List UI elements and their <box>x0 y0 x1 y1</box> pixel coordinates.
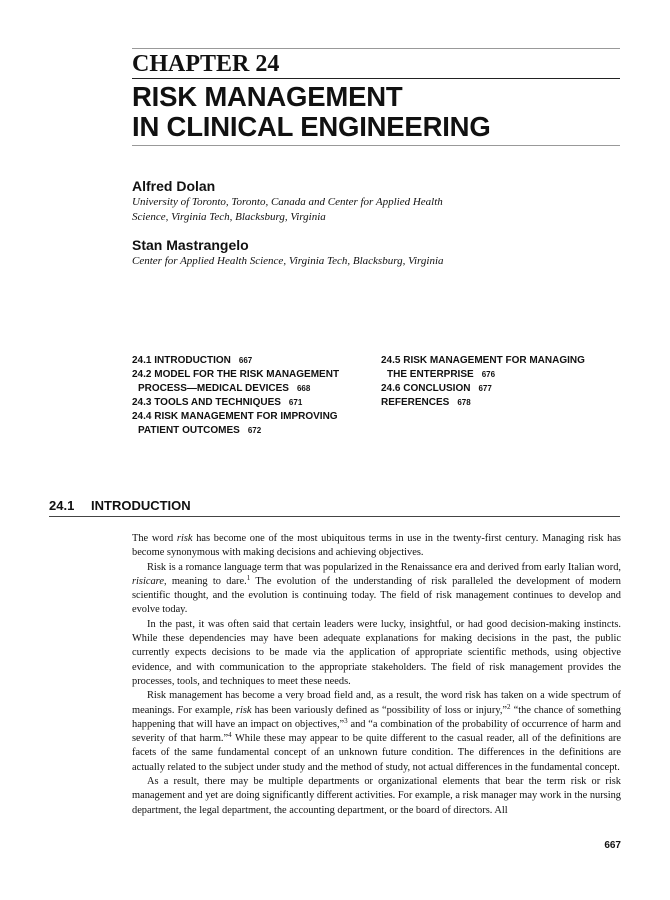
chapter-title-line2: IN CLINICAL ENGINEERING <box>132 111 491 142</box>
section-rule <box>49 516 620 517</box>
toc-entry-label: PATIENT OUTCOMES <box>138 425 240 436</box>
paragraph: As a result, there may be multiple departments or organizational elements that bear the term risk or risk management and yet are doing significantly different activities. For example, a risk manager may work in the nursing department, the legal department, the accounting department, or the board of directors. All <box>132 776 621 816</box>
author-affiliation <box>132 195 443 225</box>
footnote-ref[interactable]: 4 <box>228 731 232 740</box>
page-number: 667 <box>604 840 621 851</box>
top-rule <box>132 48 620 49</box>
toc-entry[interactable] <box>381 354 585 368</box>
toc-entry[interactable] <box>132 424 339 438</box>
paragraph: Risk is a romance language term that was popularized in the Renaissance era and derived from early Italian word, risicare, meaning to dare.$^1$ The evolution of the understanding of risk paralleled the development of modern scientific thought, and the evolution is continuing today. The field of risk management continues to develop and evolve today. <box>132 561 621 616</box>
author-name: Stan Mastrangelo <box>132 237 249 253</box>
footnote-ref[interactable]: 2 <box>507 702 511 711</box>
toc-entry[interactable] <box>132 410 339 424</box>
toc-entry-label: 24.1 INTRODUCTION <box>132 355 231 366</box>
affiliation-line: University of Toronto, Toronto, Canada and Center for Applied Health <box>132 196 443 208</box>
toc-entry[interactable] <box>132 354 339 368</box>
chapter-title-line1: RISK MANAGEMENT <box>132 81 403 112</box>
section-number: 24.1 <box>49 498 75 513</box>
affiliation-line: Science, Virginia Tech, Blacksburg, Virginia <box>132 211 326 223</box>
body-text <box>132 532 621 818</box>
chapter-rule <box>132 78 620 79</box>
paragraph: In the past, it was often said that certain leaders were lucky, insightful, or had good decision-making instincts. While these dependencies may have been adequate explanations for making decisions in the past, the public currently expects decisions to be made via the application of appropriate scientific methods, using objective evidence, and with communication to the appropriate stakeholders. The field of risk management provides the processes, tools, and techniques to meet these needs. <box>132 618 621 687</box>
toc-entry-page: 677 <box>478 384 492 393</box>
section-title: INTRODUCTION <box>91 498 191 513</box>
toc-entry-page: 678 <box>457 398 471 407</box>
toc-entry[interactable] <box>381 396 585 410</box>
toc-entry-page: 668 <box>296 384 311 393</box>
toc-entry-page: 672 <box>247 426 262 435</box>
chapter-title <box>132 82 491 142</box>
title-rule <box>132 145 620 146</box>
toc-right-column <box>381 354 585 410</box>
toc-entry-page: 671 <box>288 398 303 407</box>
toc-entry[interactable] <box>132 396 339 410</box>
toc-entry-label: 24.4 RISK MANAGEMENT FOR IMPROVING <box>132 411 338 422</box>
toc-entry-page: 667 <box>238 356 253 365</box>
toc-entry-label: THE ENTERPRISE <box>387 369 474 380</box>
paragraph: The word risk has become one of the most ubiquitous terms in use in the twenty-first century. Managing risk has become synonymous with making decisions and achieving objectives. <box>132 533 621 559</box>
toc-entry[interactable] <box>132 368 339 382</box>
toc-entry-label: 24.6 CONCLUSION <box>381 383 471 394</box>
footnote-ref[interactable]: 1 <box>246 573 251 582</box>
toc-entry[interactable] <box>381 382 585 396</box>
toc-entry-page: 676 <box>481 370 496 379</box>
toc-entry[interactable] <box>381 368 585 382</box>
toc-left-column <box>132 354 339 438</box>
toc-entry-label: 24.3 TOOLS AND TECHNIQUES <box>132 397 281 408</box>
toc-entry-label: PROCESS—MEDICAL DEVICES <box>138 383 289 394</box>
chapter-number: CHAPTER 24 <box>132 51 280 77</box>
paragraph: Risk management has become a very broad field and, as a result, the word risk has taken on a wide spectrum of meanings. For example, risk has been variously defined as “possibility of loss or injury,”$^2$ “the chance of something happening that will have an impact on objectives,”$^3$ and “a combination of the probability of occurrence of harm and severity of that harm.”$^4$ While these may appear to be quite different to the casual reader, all of the definitions are facets of the same fundamental concept of an unknown future condition. The differences in the definitions are actually related to the subject under study and the method of study, not actual differences in the fundamental concept. <box>132 690 622 773</box>
toc-entry-label: 24.5 RISK MANAGEMENT FOR MANAGING <box>381 355 585 366</box>
footnote-ref[interactable]: 3 <box>344 716 348 725</box>
section-heading <box>49 498 191 513</box>
toc-entry-label: REFERENCES <box>381 397 450 408</box>
toc-entry[interactable] <box>132 382 339 396</box>
toc-entry-label: 24.2 MODEL FOR THE RISK MANAGEMENT <box>132 369 340 380</box>
author-name: Alfred Dolan <box>132 178 216 194</box>
author-affiliation: Center for Applied Health Science, Virginia Tech, Blacksburg, Virginia <box>132 255 444 267</box>
